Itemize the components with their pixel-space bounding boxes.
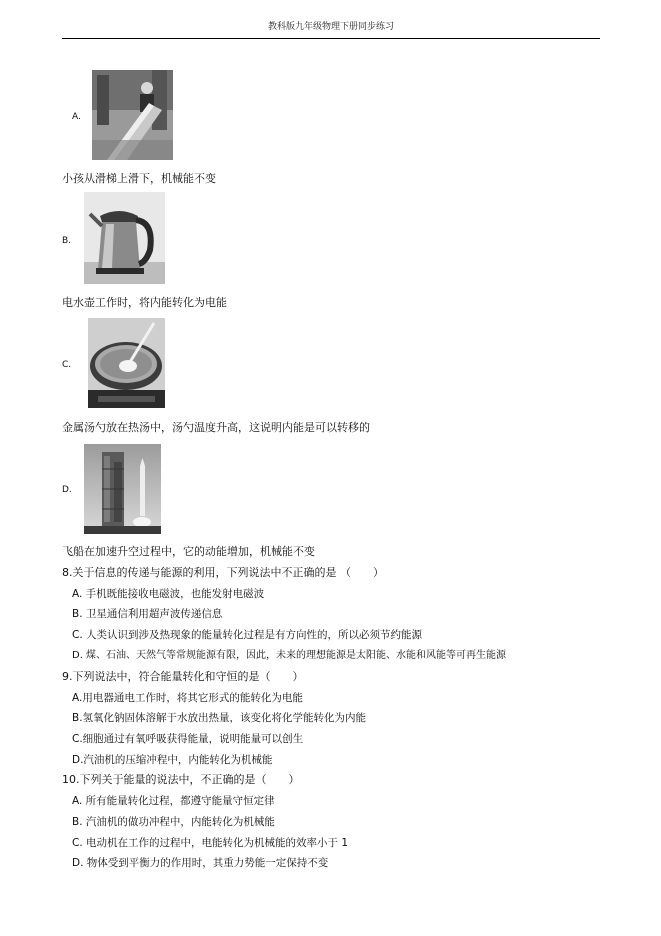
page-header <box>62 20 600 39</box>
option-d-letter: D. <box>62 485 72 495</box>
question-10-choice-d: D. 物体受到平衡力的作用时，其重力势能一定保持不变 <box>72 857 329 869</box>
option-a-letter: A. <box>72 112 81 122</box>
option-b-letter: B. <box>62 236 72 246</box>
option-d-caption: 飞船在加速升空过程中，它的动能增加，机械能不变 <box>62 545 315 558</box>
option-b-caption: 电水壶工作时，将内能转化为电能 <box>62 296 227 309</box>
header-title: 教科版九年级物理下册同步练习 <box>267 22 394 32</box>
soup-spoon-photo <box>88 318 165 408</box>
question-8-choice-b: B. 卫星通信利用超声波传递信息 <box>72 608 223 620</box>
question-8-choice-a: A. 手机既能接收电磁波，也能发射电磁波 <box>72 588 265 600</box>
question-10-stem: 10.下列关于能量的说法中，不正确的是（ ） <box>62 773 300 786</box>
question-9-choice-a: A.用电器通电工作时，将其它形式的能转化为电能 <box>72 692 303 704</box>
question-10-choice-a: A. 所有能量转化过程，都遵守能量守恒定律 <box>72 795 275 807</box>
option-a-caption: 小孩从滑梯上滑下，机械能不变 <box>62 172 216 185</box>
question-9-choice-d: D.汽油机的压缩冲程中，内能转化为机械能 <box>72 754 273 766</box>
option-c-letter: C. <box>62 360 72 370</box>
question-8-choice-c: C. 人类认识到涉及热现象的能量转化过程是有方向性的，所以必须节约能源 <box>72 629 423 641</box>
question-10-choice-c: C. 电动机在工作的过程中，电能转化为机械能的效率小于 1 <box>72 837 349 849</box>
rocket-launch-photo <box>84 444 161 534</box>
question-8-stem: 8.关于信息的传递与能源的利用，下列说法中不正确的是 （ ） <box>62 566 384 579</box>
option-c-caption: 金属汤勺放在热汤中，汤勺温度升高，这说明内能是可以转移的 <box>62 421 370 434</box>
question-8-choice-d: D. 煤、石油、天然气等常规能源有限，因此，未来的理想能源是太阳能、水能和风能等可再生能源 <box>72 650 507 661</box>
question-9-choice-c: C.细胞通过有氧呼吸获得能量，说明能量可以创生 <box>72 733 304 745</box>
slide-photo <box>92 70 173 160</box>
question-9-choice-b: B.氢氧化钠固体溶解于水放出热量，该变化将化学能转化为内能 <box>72 712 367 724</box>
question-10-choice-b: B. 汽油机的做功冲程中，内能转化为机械能 <box>72 816 275 828</box>
question-9-stem: 9.下列说法中，符合能量转化和守恒的是（ ） <box>62 670 304 683</box>
kettle-photo <box>84 192 165 284</box>
